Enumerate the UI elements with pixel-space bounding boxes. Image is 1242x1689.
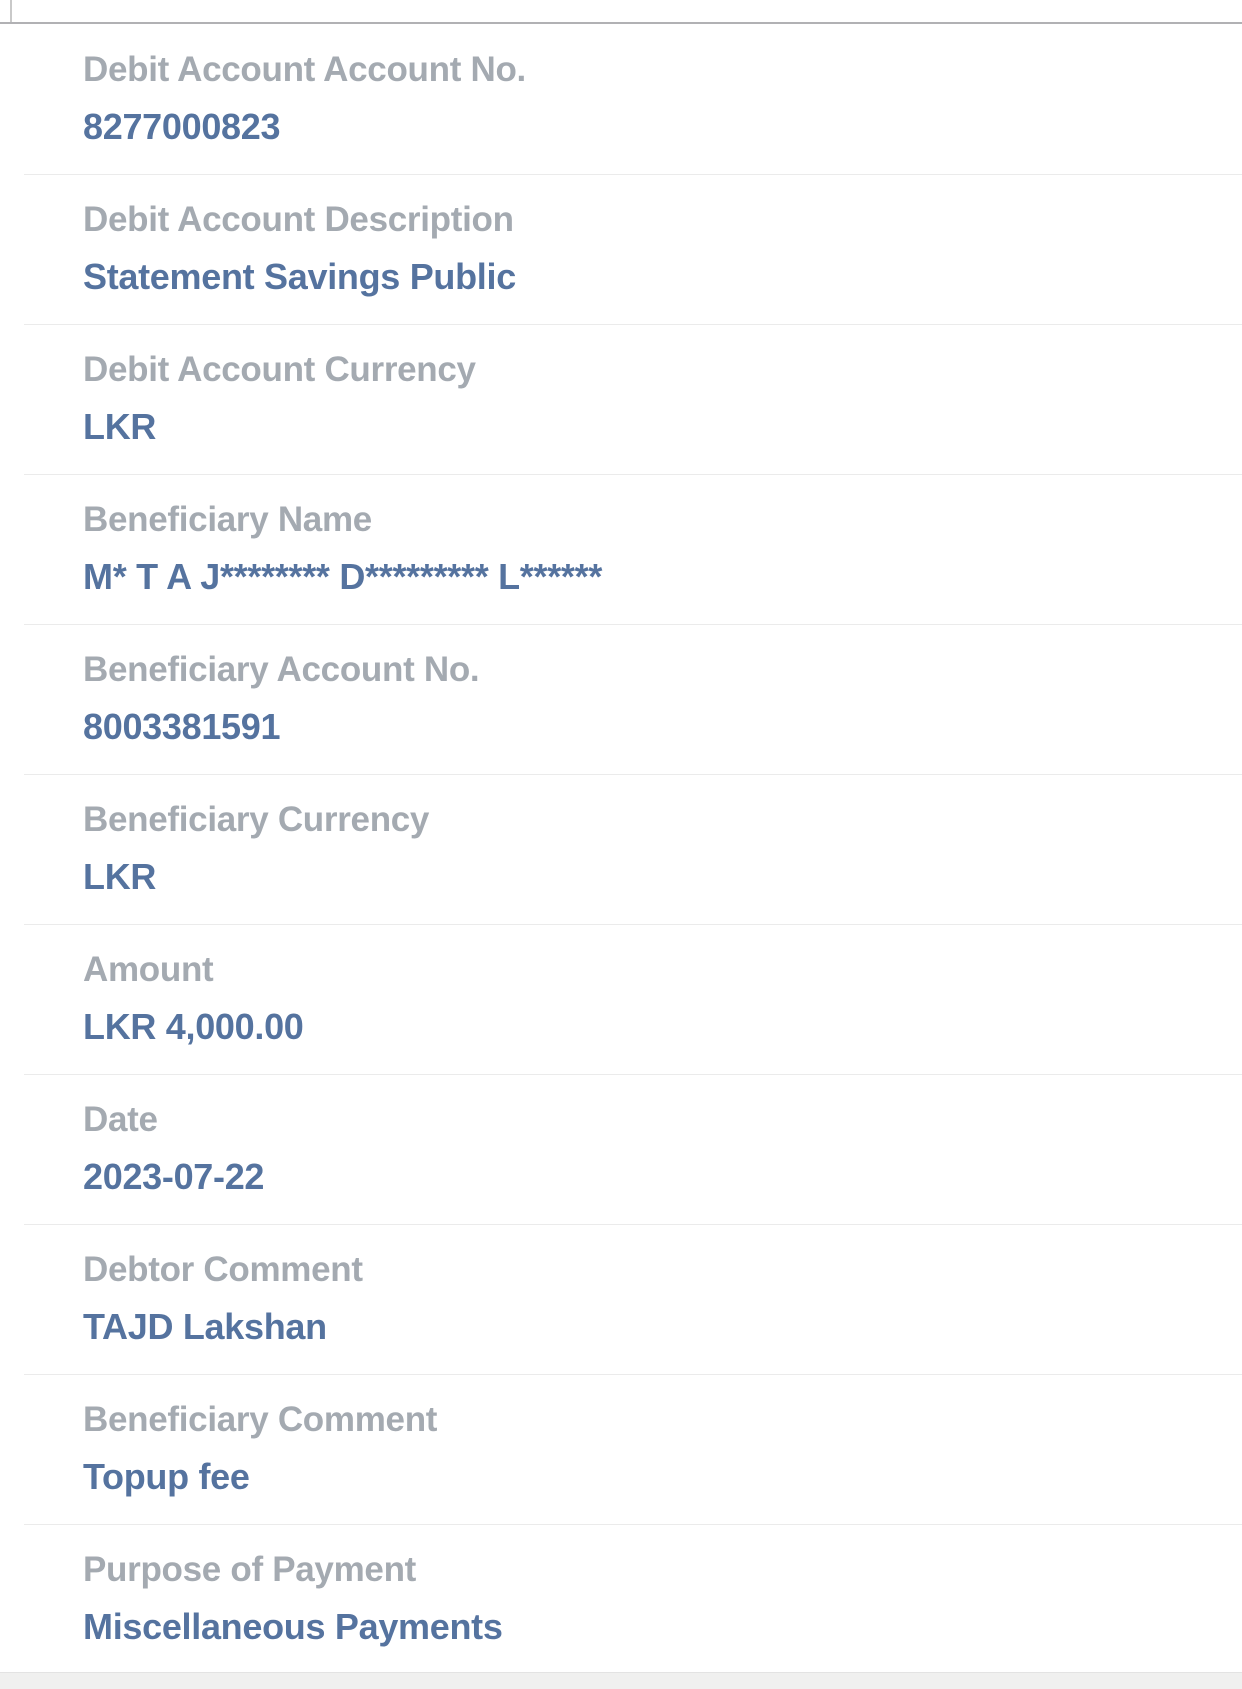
field-value: M* T A J******** D********* L****** <box>83 556 603 597</box>
field-value: 2023-07-22 <box>83 1156 265 1197</box>
detail-row-beneficiary-comment <box>0 1374 1242 1524</box>
field-value: Statement Savings Public <box>83 256 516 297</box>
field-label: Debit Account Currency <box>83 350 476 389</box>
footer-band <box>0 1672 1242 1689</box>
detail-row-amount <box>0 924 1242 1074</box>
field-label: Debit Account Account No. <box>83 50 526 89</box>
field-value: Topup fee <box>83 1456 250 1497</box>
detail-row-debtor-comment <box>0 1224 1242 1374</box>
details-list <box>0 24 1242 1674</box>
field-label: Date <box>83 1100 158 1139</box>
field-label: Purpose of Payment <box>83 1550 417 1589</box>
field-label: Debit Account Description <box>83 200 514 239</box>
detail-row-debit-account-no <box>0 24 1242 174</box>
field-value: Miscellaneous Payments <box>83 1606 503 1647</box>
field-label: Beneficiary Currency <box>83 800 430 839</box>
detail-row-beneficiary-account-no <box>0 624 1242 774</box>
detail-row-purpose-of-payment <box>0 1524 1242 1674</box>
detail-row-date <box>0 1074 1242 1224</box>
field-label: Amount <box>83 950 214 989</box>
field-value: LKR <box>83 406 157 447</box>
field-label: Beneficiary Comment <box>83 1400 438 1439</box>
field-label: Debtor Comment <box>83 1250 363 1289</box>
field-label: Beneficiary Name <box>83 500 372 539</box>
field-label: Beneficiary Account No. <box>83 650 480 689</box>
field-value: TAJD Lakshan <box>83 1306 327 1347</box>
detail-row-debit-account-description <box>0 174 1242 324</box>
field-value: LKR 4,000.00 <box>83 1006 304 1047</box>
top-left-border-tick <box>10 0 12 22</box>
field-value: LKR <box>83 856 157 897</box>
field-value: 8003381591 <box>83 706 281 747</box>
detail-row-debit-account-currency <box>0 324 1242 474</box>
detail-row-beneficiary-currency <box>0 774 1242 924</box>
detail-row-beneficiary-name <box>0 474 1242 624</box>
field-value: 8277000823 <box>83 106 281 147</box>
